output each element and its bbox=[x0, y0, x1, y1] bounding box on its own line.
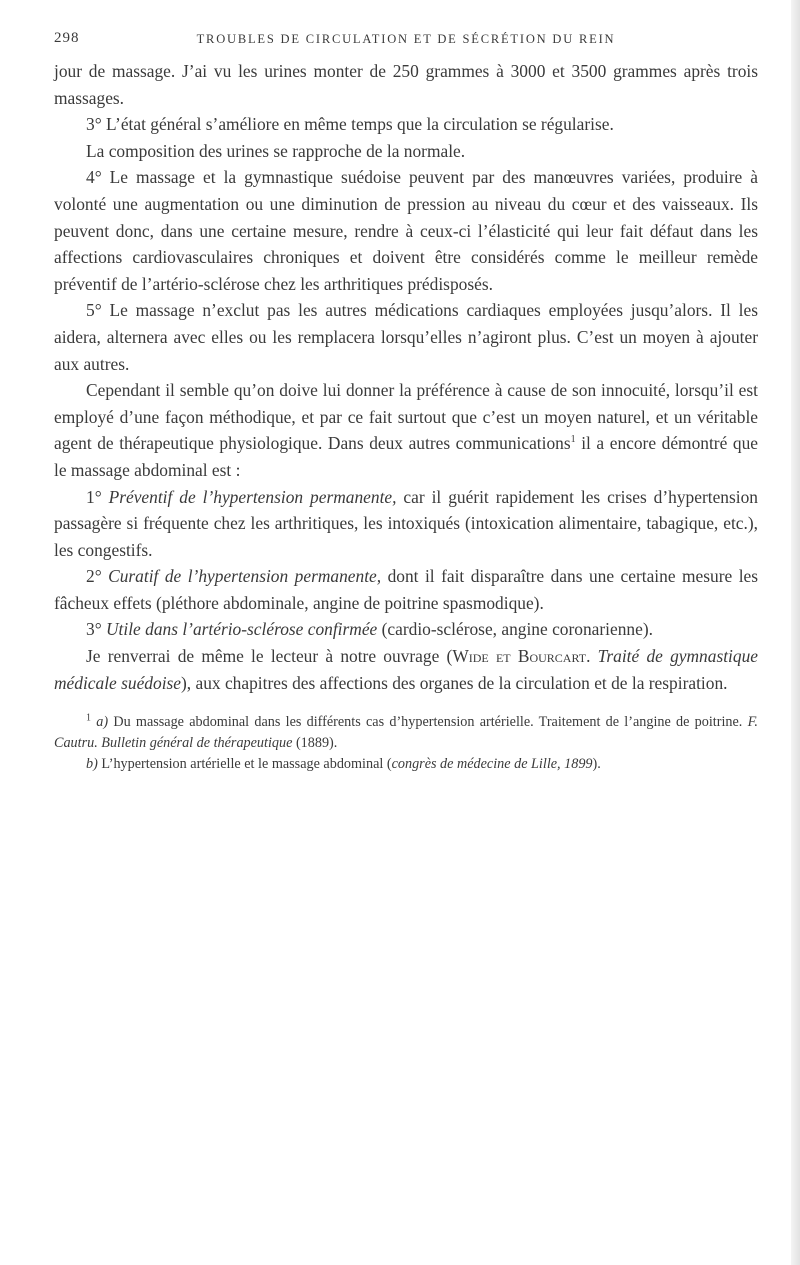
list-item-number: 1° bbox=[86, 486, 109, 507]
list-item-number: 2° bbox=[86, 566, 109, 587]
paragraph-preference-end: il a encore démontré que le massage abdominal est : bbox=[54, 433, 758, 480]
footnote-reference: 1 bbox=[570, 434, 576, 446]
paragraph-point-3: 3° L’état général s’améliore en même temps que la circulation se régularise. bbox=[86, 114, 614, 135]
list-item-useful bbox=[54, 616, 758, 643]
list-item-text: car il guérit rapidement les crises d’hypertension passagère si fréquente chez les arthritiques, les intoxiqués (intoxication alimentaire, tabagique, etc.), les congestifs. bbox=[54, 486, 758, 560]
list-item-heading: Curatif de l’hypertension permanente, bbox=[108, 566, 382, 587]
list-item-preventive bbox=[54, 484, 758, 564]
running-title: TROUBLES DE CIRCULATION ET DE SÉCRÉTION DU REIN bbox=[196, 32, 616, 46]
paragraph-reference bbox=[54, 643, 758, 696]
footnote-label: a) bbox=[91, 714, 114, 731]
paragraph-preference bbox=[54, 377, 758, 483]
footnotes bbox=[54, 712, 758, 775]
list-item-text: (cardio-sclérose, angine coronarienne). bbox=[377, 619, 653, 640]
footnote-citation: F. Cautru. Bulletin général de thérapeutique bbox=[54, 714, 758, 752]
list-item-text: dont il fait disparaître dans une certaine mesure les fâcheux effets (pléthore abdominale, angine de poitrine spasmodique). bbox=[54, 566, 759, 613]
footnote-citation: congrès de médecine de Lille, 1899 bbox=[391, 756, 593, 773]
list-item-heading: Utile dans l’artério-sclérose confirmée bbox=[106, 619, 378, 640]
list-item-number: 3° bbox=[86, 619, 106, 640]
page-number: 298 bbox=[54, 30, 80, 46]
reference-separator: . bbox=[586, 646, 598, 667]
page-header bbox=[54, 30, 758, 52]
footnote-text: Du massage abdominal dans les différents cas d’hypertension artérielle. Traitement de l’angine de poitrine. bbox=[113, 714, 748, 731]
reference-end: ), aux chapitres des affections des organes de la circulation et de la respiration. bbox=[181, 672, 728, 693]
footnote-a bbox=[54, 712, 758, 754]
book-page bbox=[54, 30, 758, 775]
list-item-curative bbox=[54, 563, 758, 616]
footnote-text: L’hypertension artérielle et le massage abdominal ( bbox=[101, 756, 392, 773]
paragraph-point-4: 4° Le massage et la gymnastique suédoise peuvent par des manœuvres variées, produire à volonté une augmentation ou une diminution de pression au niveau du cœur et des vaisseaux. Ils peuvent donc, dans une certaine mesure, rendre à ceux-ci l’élasticité qui leur fait défaut dans les affections cardiovasculaires chroniques et doivent être considérés comme le meilleur remède préventif de l’artério-sclérose chez les arthritiques prédisposés. bbox=[54, 167, 758, 294]
paragraph-continuation: jour de massage. J’ai vu les urines monter de 250 grammes à 3000 et 3500 grammes après trois massages. bbox=[54, 61, 758, 108]
reference-authors: Wide et Bourcart bbox=[452, 646, 587, 667]
reference-intro: Je renverrai de même le lecteur à notre ouvrage ( bbox=[86, 646, 453, 667]
footnote-end: ). bbox=[592, 756, 601, 773]
reference-title: Traité de gymnastique médicale suédoise bbox=[54, 646, 758, 693]
list-item-heading: Préventif de l’hypertension permanente, bbox=[108, 486, 397, 507]
paragraph-urine-composition: La composition des urines se rapproche de la normale. bbox=[86, 140, 466, 161]
footnote-label: b) bbox=[86, 756, 102, 773]
body-text bbox=[54, 58, 758, 696]
paragraph-point-5: 5° Le massage n’exclut pas les autres médications cardiaques employées jusqu’alors. Il les aidera, alternera avec elles ou les remplacera lorsqu’elles n’agiront plus. C’est un moyen à ajouter aux autres. bbox=[54, 300, 758, 374]
paragraph-preference-text: Cependant il semble qu’on doive lui donner la préférence à cause de son innocuité, lorsqu’il est employé d’une façon méthodique, et par ce fait surtout que c’est un moyen naturel, et un véritable agent de thérapeutique physiologique. Dans deux autres communications bbox=[54, 380, 758, 454]
footnote-year: (1889). bbox=[292, 735, 338, 752]
footnote-mark: 1 bbox=[86, 712, 91, 724]
page-edge-shadow bbox=[791, 0, 800, 1265]
footnote-b bbox=[54, 754, 758, 775]
